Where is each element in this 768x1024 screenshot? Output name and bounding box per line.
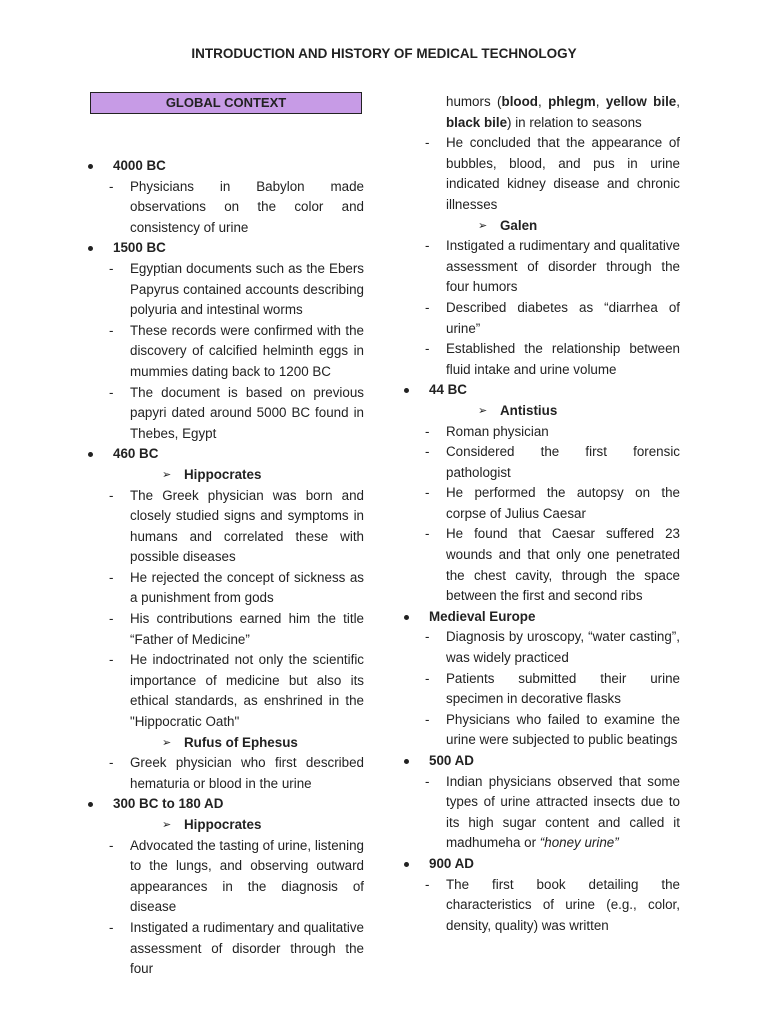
list-item: - Egyptian documents such as the Ebers Papyrus contained accounts describing polyuria and intestinal worms <box>109 260 364 318</box>
bullet-icon <box>88 452 93 457</box>
list-item: - Advocated the tasting of urine, listening to the lungs, and observing outward appearances in the diagnosis of disease <box>109 837 364 915</box>
section-heading: 300 BC to 180 AD <box>113 796 224 812</box>
right-column <box>404 92 680 936</box>
section-heading: Medieval Europe <box>429 608 536 624</box>
list-item: - Physicians who failed to examine the urine were subjected to public beatings <box>425 711 680 748</box>
section-heading: 1500 BC <box>113 240 166 256</box>
section-heading: 44 BC <box>429 382 467 398</box>
list-item: - Instigated a rudimentary and qualitative assessment of disorder through the four <box>109 919 364 977</box>
list-item: - Indian physicians observed that some types of urine attracted insects due to its high sugar content and called it madhumeha or “honey urine” <box>425 773 680 851</box>
section-heading: 900 AD <box>429 855 474 871</box>
arrow-bullet-icon: ➢ <box>162 819 172 831</box>
arrow-bullet-icon: ➢ <box>162 468 172 481</box>
bullet-icon <box>404 615 409 620</box>
list-item: - Diagnosis by uroscopy, “water casting”, was widely practiced <box>425 629 680 666</box>
list-item: - The Greek physician was born and closely studied signs and symptoms in humans and correlated these with possible diseases <box>109 487 364 565</box>
section-medieval-europe <box>404 607 680 628</box>
list-item: - These records were confirmed with the discovery of calcified helminth eggs in mummies dating back to 1200 BC <box>109 322 364 379</box>
subheading-hippocrates: ➢ Hippocrates <box>88 815 364 836</box>
bullet-icon <box>88 164 93 169</box>
list-item: - Established the relationship between fluid intake and urine volume <box>425 341 680 377</box>
list-item: - Greek physician who first described hematuria or blood in the urine <box>109 755 364 791</box>
section-460bc <box>88 444 364 465</box>
list-item: - He concluded that the appearance of bubbles, blood, and pus in urine indicated kidney disease and chronic illnesses <box>425 135 680 212</box>
bullet-icon <box>88 802 93 807</box>
list-item: - Roman physician <box>425 423 549 439</box>
section-900ad <box>404 854 680 875</box>
list-item: - Instigated a rudimentary and qualitative assessment of disorder through the four humors <box>425 238 680 295</box>
section-300bc-180ad <box>88 794 364 815</box>
section-heading: 500 AD <box>429 753 474 768</box>
section-500ad <box>404 751 680 772</box>
list-item: - Physicians in Babylon made observations on the color and consistency of urine <box>109 178 364 235</box>
bullet-icon <box>404 862 409 867</box>
page-title: INTRODUCTION AND HISTORY OF MEDICAL TECHNOLOGY <box>191 46 577 61</box>
subheading-galen: ➢ Galen <box>404 216 680 237</box>
list-item: - He found that Caesar suffered 23 wounds and that only one penetrated the chest cavity, through the space between the first and second ribs <box>425 526 680 604</box>
section-44bc <box>404 380 680 401</box>
list-item: - Described diabetes as “diarrhea of urine” <box>425 299 680 336</box>
section-heading: 460 BC <box>113 446 159 462</box>
left-column <box>88 92 364 980</box>
section-4000bc <box>88 156 364 177</box>
list-item: - He performed the autopsy on the corpse of Julius Caesar <box>425 485 680 521</box>
subheading-antistius: ➢ Antistius <box>404 401 680 422</box>
bullet-icon <box>404 759 409 764</box>
continued-text: humors (blood, phlegm, yellow bile, black bile) in relation to seasons <box>446 94 680 130</box>
list-item: - His contributions earned him the title “Father of Medicine” <box>109 611 364 647</box>
arrow-bullet-icon: ➢ <box>478 219 488 232</box>
subheading-hippocrates: ➢ Hippocrates <box>88 465 364 486</box>
arrow-bullet-icon: ➢ <box>478 404 488 417</box>
list-item: - He indoctrinated not only the scientific importance of medicine but also its ethical standards, as enshrined in the "Hippocratic Oath" <box>109 652 364 730</box>
list-item: - The first book detailing the characteristics of urine (e.g., color, density, quality) was written <box>425 876 680 933</box>
subheading-rufus: ➢ Rufus of Ephesus <box>88 733 364 754</box>
global-context-header: GLOBAL CONTEXT <box>90 92 362 114</box>
list-item: - He rejected the concept of sickness as a punishment from gods <box>109 569 364 606</box>
bullet-icon <box>404 388 409 393</box>
list-item: - The document is based on previous papyri dated around 5000 BC found in Thebes, Egypt <box>109 384 364 441</box>
section-heading: 4000 BC <box>113 158 166 173</box>
arrow-bullet-icon: ➢ <box>162 736 172 749</box>
bullet-icon <box>88 246 93 251</box>
section-1500bc <box>88 238 364 259</box>
list-item: - Patients submitted their urine specimen in decorative flasks <box>425 670 680 707</box>
list-item: - Considered the first forensic pathologist <box>425 444 680 480</box>
